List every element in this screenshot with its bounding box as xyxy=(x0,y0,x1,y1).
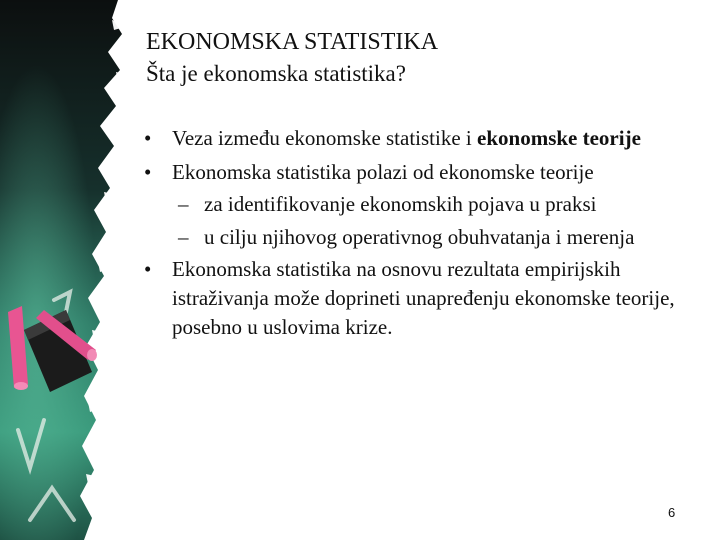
bullet-bold-text: ekonomske teorije xyxy=(477,126,641,150)
bullet-marker: • xyxy=(144,257,152,281)
sub-bullet-item xyxy=(138,190,708,219)
bullet-text: Ekonomska statistika polazi od ekonomske teorije xyxy=(172,160,594,184)
sub-bullet-item xyxy=(138,224,708,250)
sub-bullet-text: u cilju njihovog operativnog obuhvatanja i merenja xyxy=(204,225,635,249)
bullet-text: Veza između ekonomske statistike i xyxy=(172,126,478,150)
sub-bullet-marker: – xyxy=(178,225,189,249)
bullet-list xyxy=(138,124,708,347)
sub-bullet-marker: – xyxy=(178,192,189,216)
bullet-item xyxy=(138,124,708,153)
slide-title: EKONOMSKA STATISTIKA xyxy=(146,29,439,55)
bullet-text: Ekonomska statistika na osnovu rezultata empirijskih istraživanja može doprineti unapređenju ekonomske teorije, posebno u uslovima krize. xyxy=(172,257,675,339)
page-number: 6 xyxy=(668,505,676,520)
bullet-item xyxy=(138,255,708,342)
slide-title-block xyxy=(146,26,706,90)
bullet-marker: • xyxy=(144,126,152,150)
bullet-marker: • xyxy=(144,160,152,184)
sub-bullet-text: za identifikovanje ekonomskih pojava u praksi xyxy=(204,192,597,216)
bullet-item xyxy=(138,158,708,187)
slide-subtitle: Šta je ekonomska statistika? xyxy=(146,61,406,86)
